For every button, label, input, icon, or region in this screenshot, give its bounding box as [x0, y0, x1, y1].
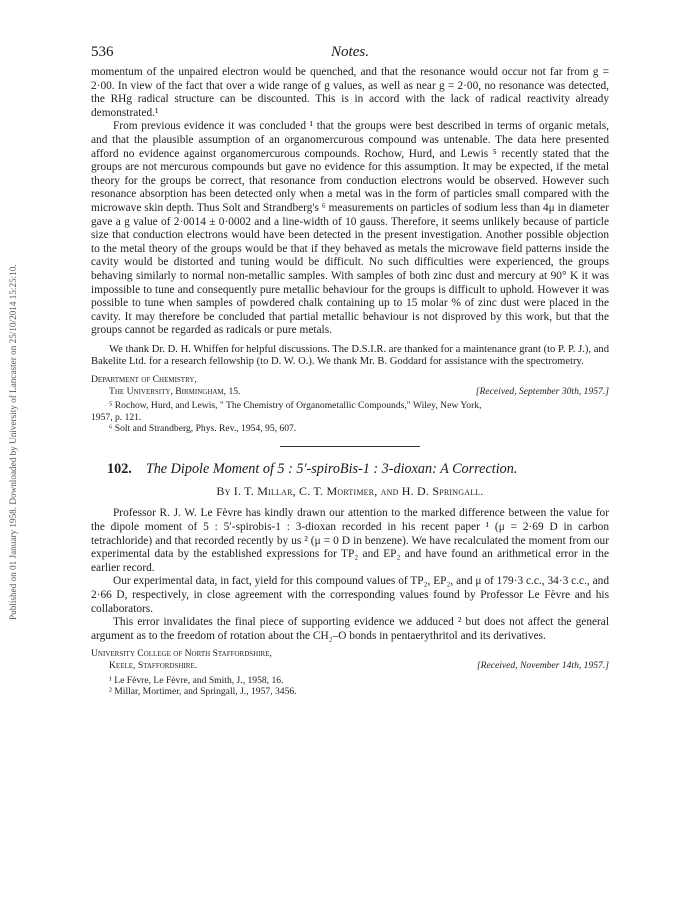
page-header: [91, 44, 609, 64]
article-paragraph: This error invalidates the final piece of supporting evidence we adduced ² but does not affect the general argument as to the freedom of rotation about the CH₂–O bonds in pentaerythritol and its derivatives.: [91, 616, 609, 642]
footnote: ¹ Le Fèvre, Le Fèvre, and Smith, J., 1958, 16.: [109, 674, 284, 686]
address-line: University College of North Staffordshire,: [91, 648, 272, 660]
acknowledgement: We thank Dr. D. H. Whiffen for helpful discussions. The D.S.I.R. are thanked for a maintenance grant (to P. P. J.), and Bakelite Ltd. for a research fellowship (to D. W. O.). We thank Mr. B. Goddard for assistance with the spectrometry.: [91, 343, 609, 368]
footnote: ⁵ Rochow, Hurd, and Lewis, " The Chemistry of Organometallic Compounds," Wiley, New York,: [109, 400, 482, 412]
article-number: 102.: [107, 461, 132, 478]
address-block-1: [91, 374, 609, 397]
running-title: Notes.: [331, 44, 369, 60]
address-line: Department of Chemistry,: [91, 374, 197, 386]
address-line: [91, 660, 609, 672]
footnote-continuation: 1957, p. 121.: [91, 411, 142, 423]
article-title: [91, 461, 609, 478]
download-watermark: Published on 01 January 1958. Downloaded by University of Lancaster on 25/10/2014 15:25:10.: [8, 264, 18, 620]
footnote: ² Millar, Mortimer, and Springall, J., 1957, 3456.: [109, 686, 297, 697]
footnote: ⁶ Solt and Strandberg, Phys. Rev., 1954, 95, 607.: [109, 423, 297, 435]
address-text: The University, Birmingham, 15.: [109, 385, 241, 397]
section-divider: [280, 446, 420, 447]
footnotes-2: [91, 675, 609, 698]
address-line: [91, 386, 609, 398]
received-date: [Received, November 14th, 1957.]: [476, 660, 609, 671]
article-authors: By I. T. Millar, C. T. Mortimer, and H. D. Springall.: [216, 484, 484, 499]
article-paragraph: Our experimental data, in fact, yield for this compound values of TP₂, EP₂, and μ of 179·3 c.c., 34·3 c.c., and 2·66 D, respectively, in close agreement with the corresponding values found by Professor Le Fèvre and his collaborators.: [91, 575, 609, 615]
address-block-2: [91, 648, 609, 671]
page-number: 536: [91, 44, 114, 60]
journal-page: [91, 44, 609, 697]
article-title-text: The Dipole Moment of 5 : 5′-spiroBis-1 : 3-dioxan: A Correction.: [145, 461, 518, 478]
paragraph-metal-theory: From previous evidence it was concluded ¹ that the groups were best described in terms of organic metals, and that the plausible assumption of an organomercurous compound was untenable. The data here presented afford no evidence against organomercurous compounds. Rochow, Hurd, and Lewis ⁵ recently stated that the groups are not mercurous compounds but gave no evidence for this assumption. It may be expected, if the metal theory for the groups be correct, that resonance from conduction electrons would be observed. However such resonance absorption has been detected only when a metal was in the form of particles small compared with the microwave skin depth. Thus Solt and Strandberg's ⁶ measurements on particles of sodium less than 4μ in diameter gave a g value of 2·0014 ± 0·0002 and a line-width of 10 gauss. Therefore, it seems unlikely because of particle size that conduction electrons would have been detected in the present investigation. Another possible objection to the metal theory of the groups would be that if they behaved as metals the microwave field patterns inside the cavity would be distorted and tuning would be difficult. No such difficulties were experienced, the groups behaving similarly to normal non-metallic samples. With samples of both zinc dust and mercury at 90° K it was impossible to tune and consequently pure metallic behaviour for the groups is difficult to uphold. However it was possible to tune when samples of powdered chalk containing up to 15 molar % of zinc dust were placed in the cavity. It may therefore be concluded that partial metallic behaviour is not disproved by this work, but that the groups cannot be regarded as radicals or pure metals.: [91, 120, 609, 337]
address-text: Keele, Staffordshire.: [109, 660, 198, 671]
article-paragraph: Professor R. J. W. Le Fèvre has kindly drawn our attention to the marked difference between the value for the dipole moment of 5 : 5′-spirobis-1 : 3-dioxan recorded in his recent paper ¹ (μ = 2·69 D in carbon tetrachloride) and that recorded recently by us ² (μ = 0 D in benzene). We have recalculated the moment from our experimental data by the established expressions for TP₂ and EP₂ and have found an arithmetical error in the earlier record.: [91, 507, 609, 574]
paragraph-continued: momentum of the unpaired electron would be quenched, and that the resonance would occur not far from g = 2·00. In view of the fact that over a wide range of g values, as well as near g = 2·00, no resonance was detected, the RHg radical structure can be discounted. This is in accord with the lack of radical reactivity already demonstrated.¹: [91, 66, 609, 119]
received-date: [Received, September 30th, 1957.]: [475, 385, 609, 397]
footnotes-1: [91, 400, 609, 434]
